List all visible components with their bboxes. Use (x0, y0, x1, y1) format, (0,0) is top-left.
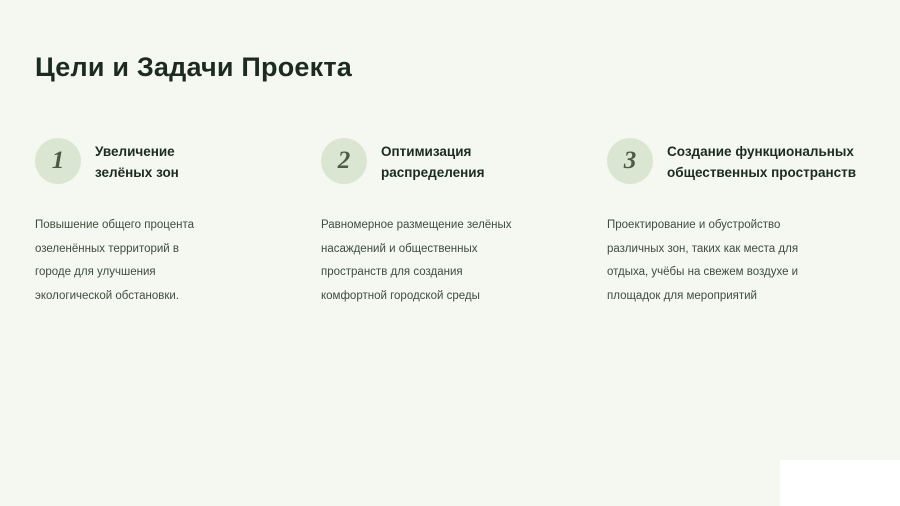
goals-columns (35, 136, 870, 308)
goal-column-1 (35, 136, 298, 308)
goal-number-badge-3: 3 (607, 138, 653, 184)
goal-body-line: отдыха, учёбы на свежем воздухе и (607, 266, 799, 279)
goal-body-line: площадок для мероприятий (607, 289, 757, 302)
goal-header-3 (607, 136, 870, 192)
goal-header-1 (35, 136, 298, 192)
goal-title-1 (95, 136, 179, 184)
goal-title-line: распределения (381, 164, 485, 180)
goal-title-3 (667, 136, 856, 184)
corner-decoration (780, 460, 900, 506)
goal-number-badge-1: 1 (35, 138, 81, 184)
goal-body-1 (35, 214, 298, 308)
goal-body-line: Проектирование и обустройство (607, 219, 781, 231)
goal-title-line: зелёных зон (95, 164, 179, 180)
goal-body-line: различных зон, таких как места для (607, 242, 799, 255)
goal-body-line: насаждений и общественных (321, 242, 478, 255)
goal-column-3 (607, 136, 870, 308)
goal-title-line: Оптимизация (381, 144, 472, 159)
goal-body-line: комфортной городской среды (321, 289, 480, 302)
goal-title-2 (381, 136, 485, 184)
goal-body-line: Повышение общего процента (35, 219, 195, 231)
goal-column-2 (321, 136, 584, 308)
goal-title-line: Увеличение (95, 144, 175, 159)
goal-number-badge-2: 2 (321, 138, 367, 184)
goal-body-line: экологической обстановки. (35, 289, 179, 302)
page-title: Цели и Задачи Проекта (35, 52, 352, 82)
goal-title-line: общественных пространств (667, 164, 857, 180)
goal-body-line: Равномерное размещение зелёных (321, 219, 512, 231)
goal-header-2 (321, 136, 584, 192)
goal-body-2 (321, 214, 584, 308)
goal-body-line: городе для улучшения (35, 266, 156, 279)
goal-title-line: Создание функциональных (667, 144, 854, 159)
goal-body-line: озеленённых территорий в (35, 242, 180, 255)
goal-body-3 (607, 214, 870, 308)
goal-body-line: пространств для создания (321, 266, 463, 279)
